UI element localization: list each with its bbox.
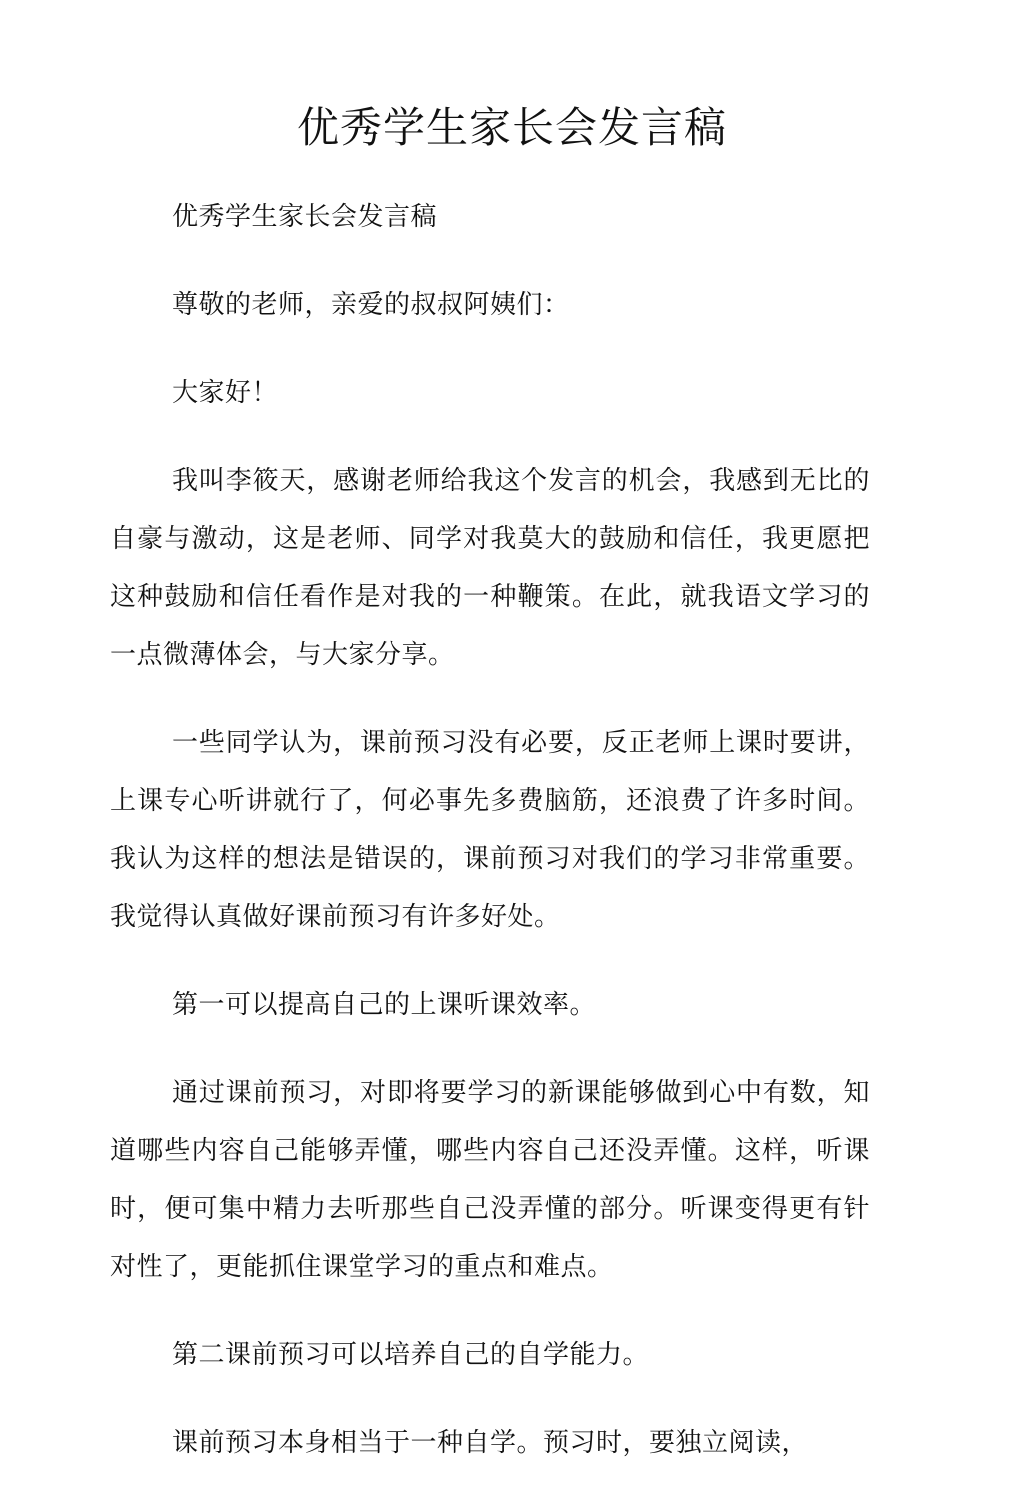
paragraph-introduction: 我叫李筱天，感谢老师给我这个发言的机会，我感到无比的自豪与激动，这是老师、同学对我莫大的鼓励和信任，我更愿把这种鼓励和信任看作是对我的一种鞭策。在此，就我语文学习的一点微薄体会，与大家分享。 (110, 466, 870, 670)
paragraph-point-one-detail: 通过课前预习，对即将要学习的新课能够做到心中有数，知道哪些内容自己能够弄懂，哪些内容自己还没弄懂。这样，听课时，便可集中精力去听那些自己没弄懂的部分。听课变得更有针对性了，更能抓住课堂学习的重点和难点。 (110, 1078, 870, 1282)
paragraph-point-two-detail: 课前预习本身相当于一种自学。预习时，要独立阅读， (172, 1428, 809, 1458)
paragraph-preview-opinion: 一些同学认为，课前预习没有必要，反正老师上课时要讲，上课专心听讲就行了，何必事先多费脑筋，还浪费了许多时间。我认为这样的想法是错误的，课前预习对我们的学习非常重要。我觉得认真做好课前预习有许多好处。 (110, 728, 870, 932)
paragraph-greeting: 大家好！ (172, 378, 279, 408)
paragraph-point-two: 第二课前预习可以培养自己的自学能力。 (172, 1340, 650, 1370)
paragraph-point-one: 第一可以提高自己的上课听课效率。 (172, 990, 597, 1020)
document-title: 优秀学生家长会发言稿 (296, 103, 727, 152)
document-body (110, 188, 870, 1502)
paragraph-heading: 优秀学生家长会发言稿 (172, 202, 438, 232)
paragraph-salutation: 尊敬的老师，亲爱的叔叔阿姨们： (172, 290, 570, 320)
